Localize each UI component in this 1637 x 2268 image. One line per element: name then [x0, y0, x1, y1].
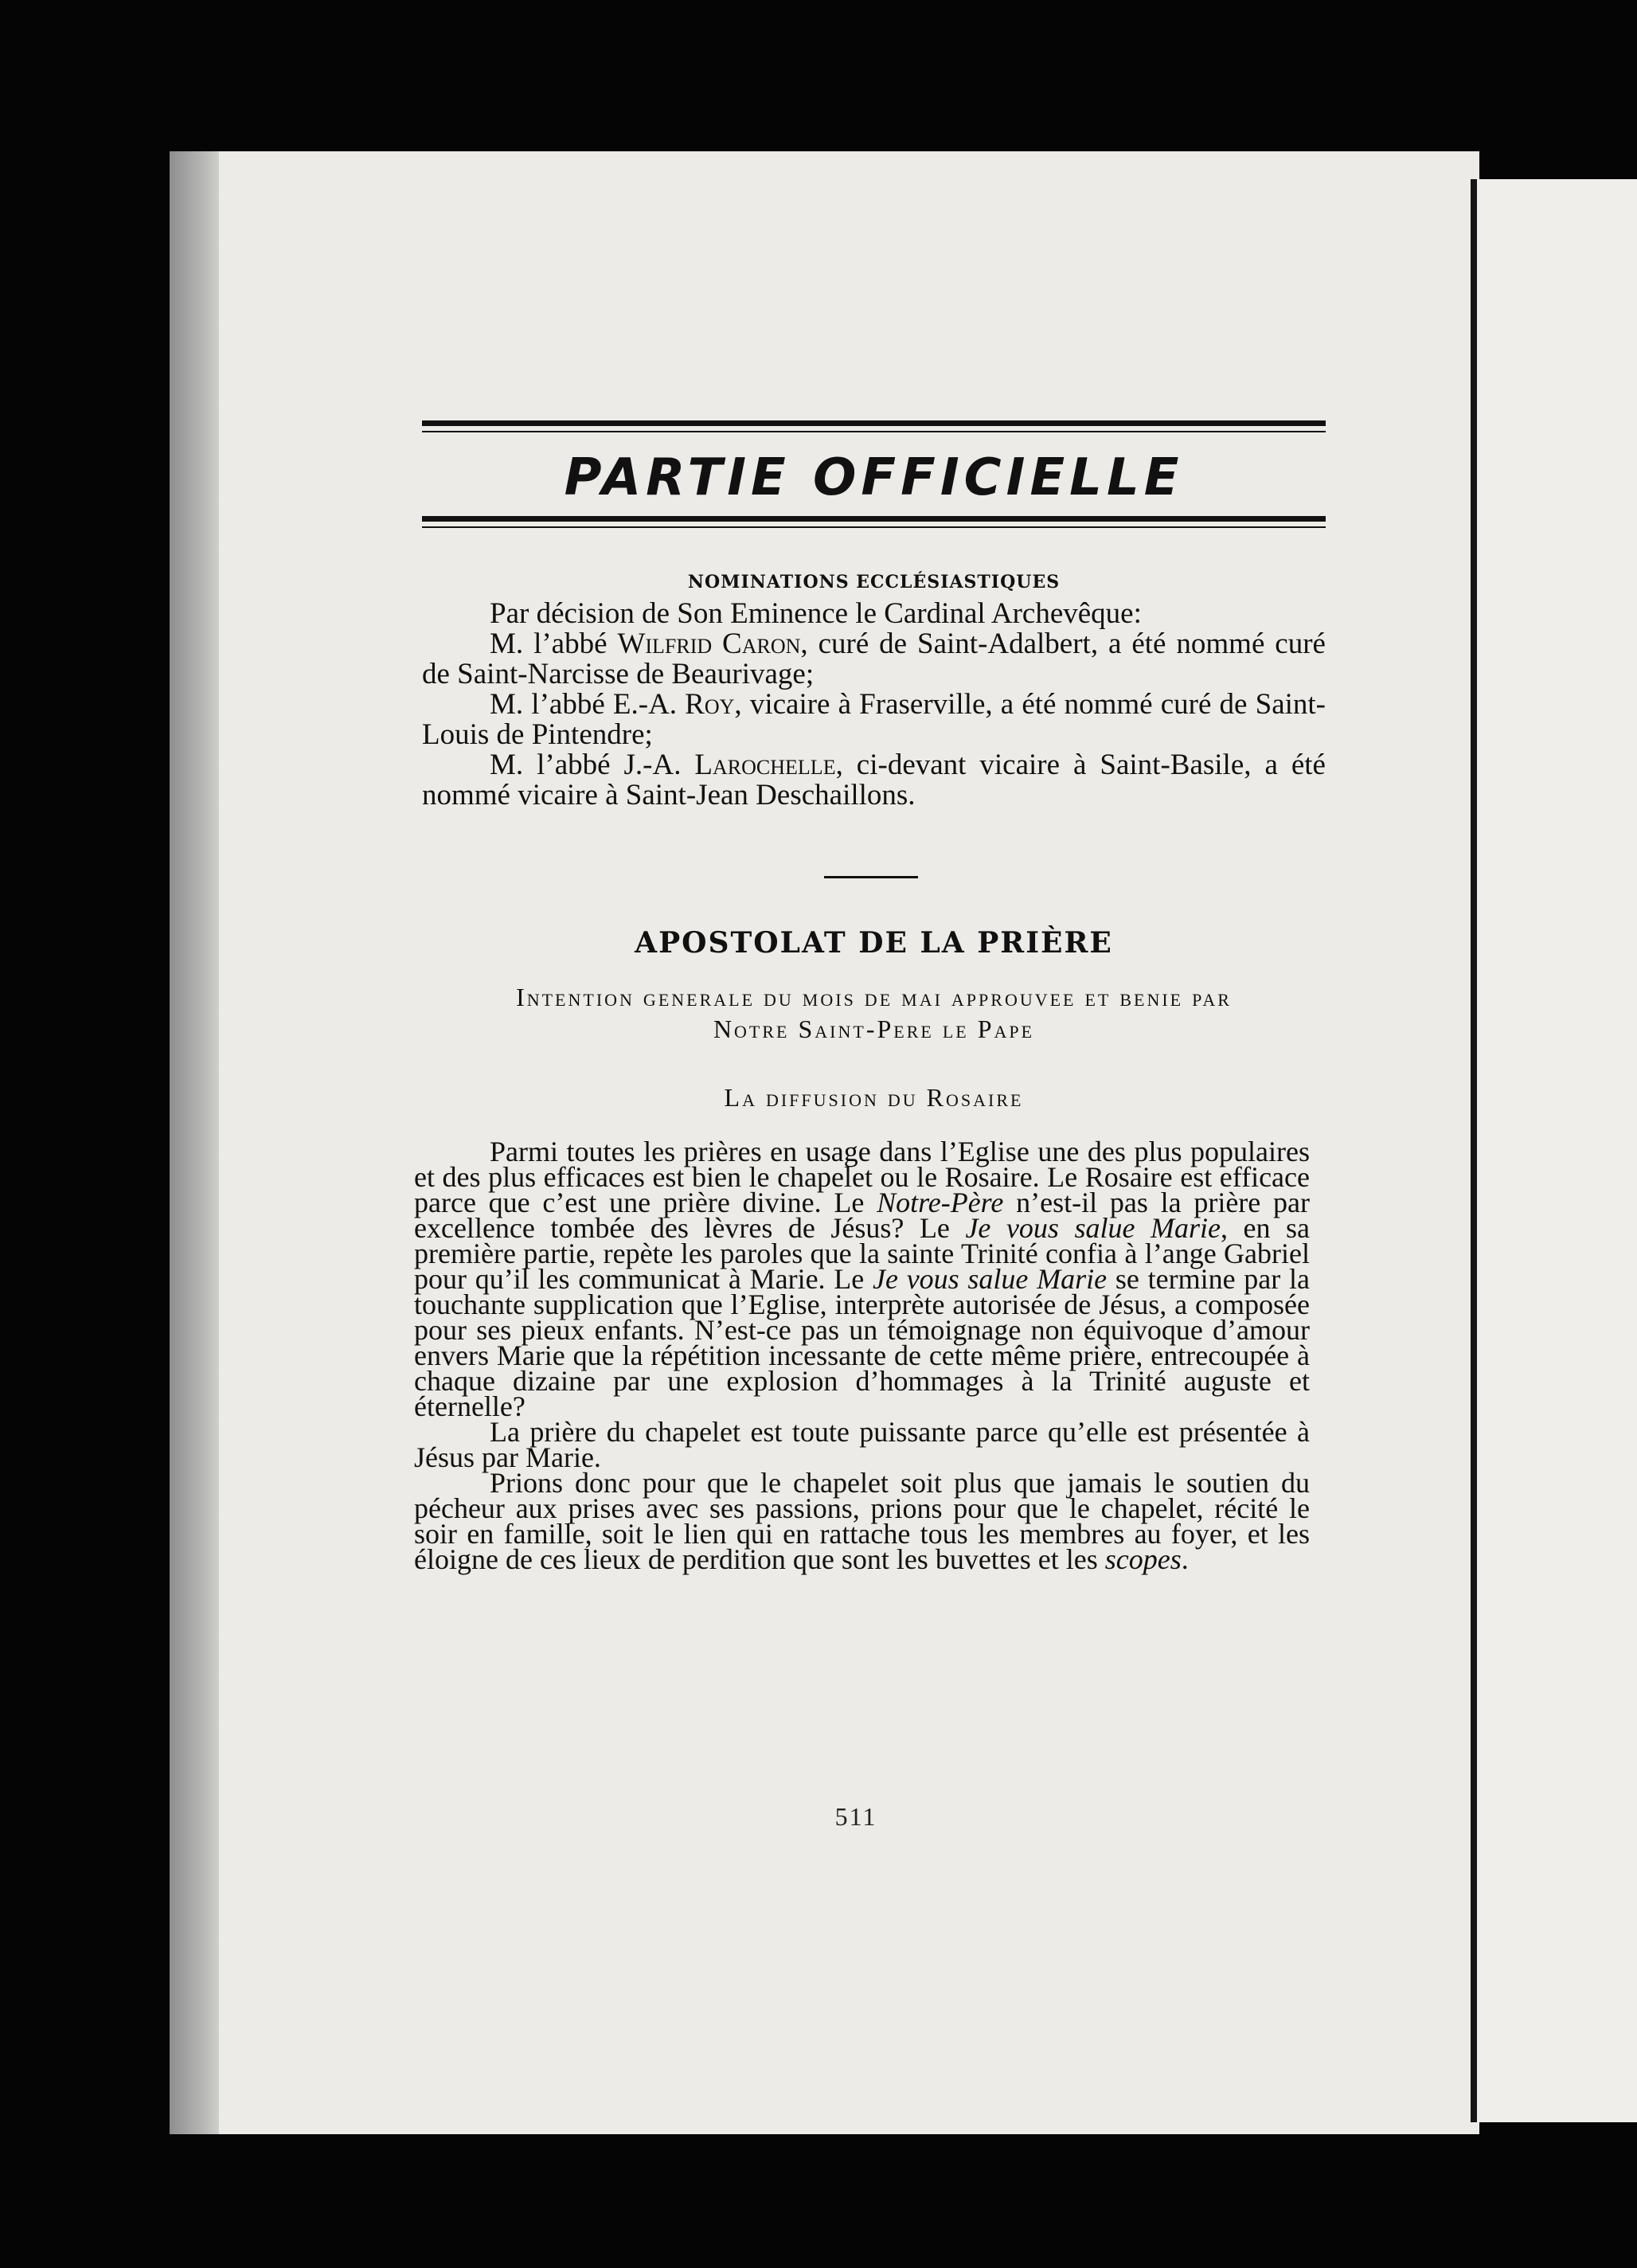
article-body [414, 1136, 1311, 1575]
intention-subtitle: La diffusion du Rosaire [724, 1083, 1024, 1112]
intention-line: Intention generale du mois de mai approuvee et benie par [516, 983, 1232, 1011]
section-title: APOSTOLAT DE LA PRIÈRE [635, 926, 1113, 960]
intention-line: Notre Saint-Pere le Pape [713, 1015, 1035, 1043]
person-name: Wilfrid Caron [617, 628, 801, 660]
nomination-item: M. l’abbé Wilfrid Caron, curé de Saint-Adalbert, a été nommé curé de Saint-Narcisse de Beaurivage; [422, 628, 1326, 690]
nominations-section [422, 599, 1326, 811]
person-name: J.-A. Larochelle [623, 749, 836, 781]
paragraph: Prions donc pour que le chapelet soit plus que jamais le soutien du pécheur aux prises avec ses passions, prions pour que le chapelet, récité le soir en famille, soit le lien qui en rattache tous les membres au foyer, et les éloigne de ces lieux de perdition que sont les buvettes et les scopes. [414, 1467, 1310, 1575]
nomination-item: M. l’abbé E.-A. Roy, vicaire à Fraserville, a été nommé curé de Saint-Louis de Pintendre; [422, 688, 1326, 751]
adjacent-page [1477, 179, 1637, 2122]
nominations-heading: NOMINATIONS ECCLÉSIASTIQUES [687, 572, 1061, 592]
paragraph: La prière du chapelet est toute puissante parce qu’elle est présentée à Jésus par Marie. [414, 1416, 1310, 1473]
page-binding-edge [170, 151, 219, 2134]
nominations-intro: Par décision de Son Eminence le Cardinal Archevêque: [490, 597, 1142, 630]
header-rule-bottom-thin [422, 526, 1326, 528]
header-rule-top-thin [422, 431, 1326, 432]
page-title: PARTIE OFFICIELLE [564, 448, 1184, 507]
header-rule-top [422, 420, 1326, 426]
nomination-item: M. l’abbé J.-A. Larochelle, ci-devant vicaire à Saint-Basile, a été nommé vicaire à Saint-Jean Deschaillons. [422, 749, 1326, 811]
intention-heading [422, 981, 1326, 1045]
paragraph: Parmi toutes les prières en usage dans l’Eglise une des plus populaires et des plus efficaces est bien le chapelet ou le Rosaire. Le Rosaire est efficace parce que c’est une prière divine. Le Notre-Père n’est-il pas la prière par excellence tombée des lèvres de Jésus? Le Je vous salue Marie, en sa première partie, repète les paroles que la sainte Trinité confia à l’ange Gabriel pour qu’il les communicat à Marie. Le Je vous salue Marie se termine par la touchante supplication que l’Eglise, interprète autorisée de Jésus, a composée pour ses pieux enfants. N’est-ce pas un témoignage non équivoque d’amour envers Marie que la répétition incessante de cette même prière, entrecoupée à chaque dizaine par une explosion d’hommages à la Trinité auguste et éternelle? [414, 1136, 1311, 1422]
section-divider [824, 876, 918, 878]
page-number: 511 [834, 1802, 877, 1831]
person-name: E.-A. Roy [612, 688, 735, 721]
header-rule-bottom [422, 516, 1326, 522]
